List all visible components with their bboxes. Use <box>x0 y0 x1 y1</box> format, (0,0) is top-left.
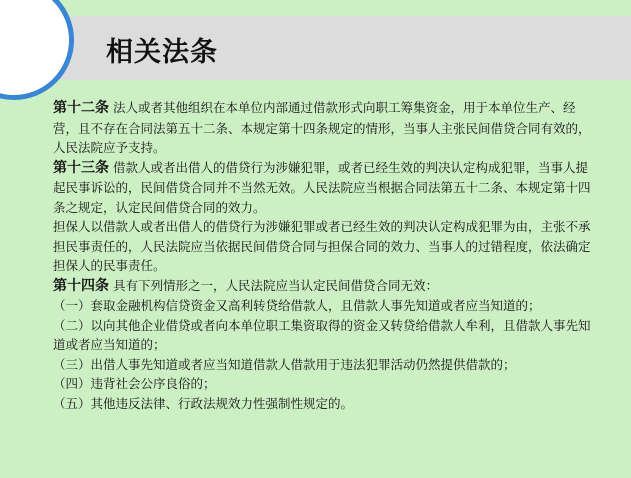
article-14-item: （二）以向其他企业借贷或者向本单位职工集资取得的资金又转贷给借款人牟利，且借款人事先知道或者应当知道的； <box>53 317 591 352</box>
header-band <box>0 16 631 80</box>
article-14 <box>53 276 598 297</box>
article-13-guarantor-paragraph: 担保人以借款人或者出借人的借贷行为涉嫌犯罪或者已经生效的判决认定构成犯罪为由，主张不承担民事责任的，人民法院应当依据民间借贷合同与担保合同的效力、当事人的过错程度，依法确定担保人的民事责任。 <box>53 219 591 273</box>
section-number-badge <box>0 0 74 100</box>
article-14-body: 具有下列情形之一，人民法院应当认定民间借贷合同无效： <box>109 277 438 293</box>
article-14-item: （五）其他违反法律、行政法规效力性强制性规定的。 <box>53 395 354 411</box>
article-12-heading: 第十二条 <box>53 100 109 116</box>
article-14-heading: 第十四条 <box>53 277 109 294</box>
article-14-item: （四）违背社会公序良俗的； <box>53 376 216 391</box>
article-12 <box>53 98 598 158</box>
page-title: 相关法条 <box>106 37 218 68</box>
article-14-item: （三）出借人事先知道或者应当知道借款人借款用于违法犯罪活动仍然提供借款的； <box>53 356 516 372</box>
law-articles-text <box>53 98 598 413</box>
article-14-item: （一）套取金融机构信贷资金又高利转贷给借款人，且借款人事先知道或者应当知道的； <box>53 298 541 313</box>
article-13 <box>53 158 598 218</box>
article-13-body: 借款人或者出借人的借贷行为涉嫌犯罪，或者已经生效的判决认定构成犯罪，当事人提起民事诉讼的，民间借贷合同并不当然无效。人民法院应当根据合同法第五十二条、本规定第十四条之规定，认定民间借贷合同的效力。 <box>53 159 591 215</box>
article-13-heading: 第十三条 <box>53 159 109 176</box>
article-12-body: 法人或者其他组织在本单位内部通过借款形式向职工筹集资金，用于本单位生产、经营，且不存在合同法第五十二条、本规定第十四条规定的情形，当事人主张民间借贷合同有效的，人民法院应予支持。 <box>53 100 591 155</box>
